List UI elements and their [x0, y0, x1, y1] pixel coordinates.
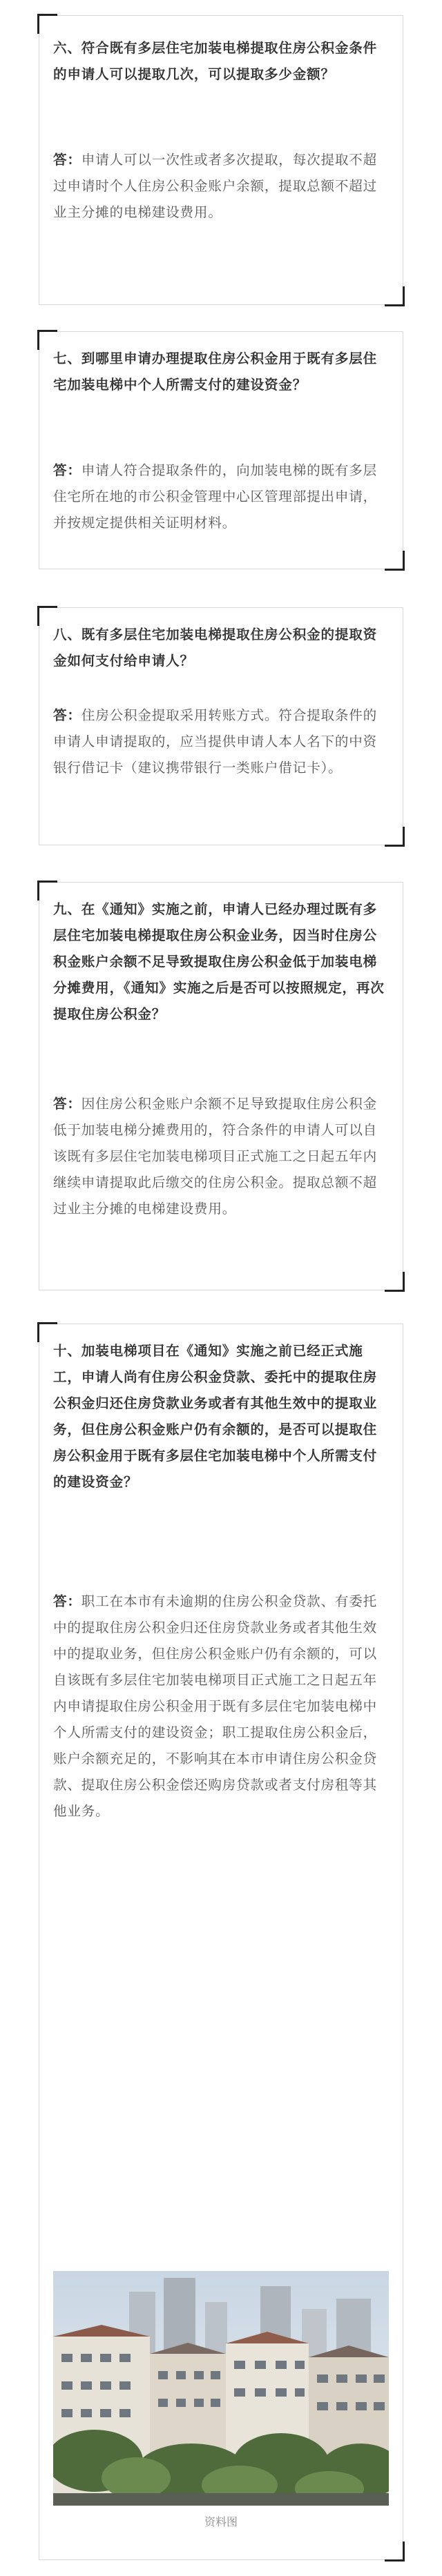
question-8: 八、既有多层住宅加装电梯提取住房公积金的提取资金如何支付给申请人？ — [53, 627, 378, 669]
answer-label: 答： — [53, 1096, 81, 1112]
answer-text: 因住房公积金账户余额不足导致提取住房公积金低于加装电梯分摊费用的，符合条件的申请人可以自该既有多层住宅加装电梯项目正式施工之日起五年内继续申请提取此后缴交的住房公积金。提取总额不超过业主分摊的电梯建设费用。 — [53, 1096, 378, 1217]
answer-6 — [53, 147, 390, 226]
answer-text: 申请人符合提取条件的，向加装电梯的既有多层住宅所在地的市公积金管理中心区管理部提出申请，并按规定提供相关证明材料。 — [53, 462, 378, 531]
question-6: 六、符合既有多层住宅加装电梯提取住房公积金条件的申请人可以提取几次，可以提取多少金额？ — [53, 40, 378, 82]
corner-accent-bottom-right — [385, 827, 405, 847]
answer-text: 申请人可以一次性或者多次提取，每次提取不超过申请时个人住房公积金账户余额，提取总额不超过业主分摊的电梯建设费用。 — [53, 152, 378, 220]
answer-9 — [53, 1091, 390, 1222]
answer-text: 职工在本市有未逾期的住房公积金贷款、有委托中的提取住房公积金归还住房贷款业务或者其他生效中的提取业务，但住房公积金账户仍有余额的，可以自该既有多层住宅加装电梯项目正式施工之日起五年内申请提取住房公积金用于既有多层住宅加装电梯中个人所需支付的建设资金；职工提取住房公积金后，账户余额充足的，不影响其在本市申请住房公积金贷款、提取住房公积金偿还购房贷款或者支付房租等其他业务。 — [53, 1593, 378, 1819]
qa-card-6 — [39, 15, 403, 305]
qa-card-7 — [39, 331, 403, 569]
answer-7 — [53, 458, 390, 536]
qa-card-9 — [39, 882, 403, 1290]
qa-card-10 — [39, 1324, 403, 2560]
answer-8 — [53, 702, 390, 781]
question-9: 九、在《通知》实施之前，申请人已经办理过既有多层住宅加装电梯提取住房公积金业务，因当时住房公积金账户余额不足导致提取住房公积金低于加装电梯分摊费用，《通知》实施之后是否可以按照规定，再次提取住房公积金？ — [53, 901, 385, 1022]
residential-buildings-photo — [53, 2271, 389, 2506]
answer-label: 答： — [53, 707, 81, 723]
corner-accent-bottom-right — [385, 1272, 405, 1292]
answer-10 — [53, 1589, 390, 1825]
corner-accent-bottom-right — [385, 2541, 405, 2562]
answer-label: 答： — [53, 152, 81, 168]
corner-accent-top-left — [37, 14, 57, 34]
question-7: 七、到哪里申请办理提取住房公积金用于既有多层住宅加装电梯中个人所需支付的建设资金？ — [53, 351, 378, 393]
corner-accent-bottom-right — [385, 551, 405, 571]
answer-text: 住房公积金提取采用转账方式。符合提取条件的申请人申请提取的，应当提供申请人本人名下的中资银行借记卡（建议携带银行一类账户借记卡）。 — [53, 707, 378, 776]
question-10: 十、加装电梯项目在《通知》实施之前已经正式施工，申请人尚有住房公积金贷款、委托中的提取住房公积金归还住房贷款业务或者有其他生效中的提取业务，但住房公积金账户仍有余额的，是否可以提取住房公积金用于既有多层住宅加装电梯中个人所需支付的建设资金？ — [53, 1343, 378, 1490]
answer-label: 答： — [53, 462, 81, 478]
answer-label: 答： — [53, 1593, 81, 1609]
corner-accent-bottom-right — [385, 286, 405, 306]
photo-caption: 资料图 — [204, 2515, 238, 2528]
photo-illustration — [53, 2271, 389, 2506]
qa-card-8 — [39, 607, 403, 845]
